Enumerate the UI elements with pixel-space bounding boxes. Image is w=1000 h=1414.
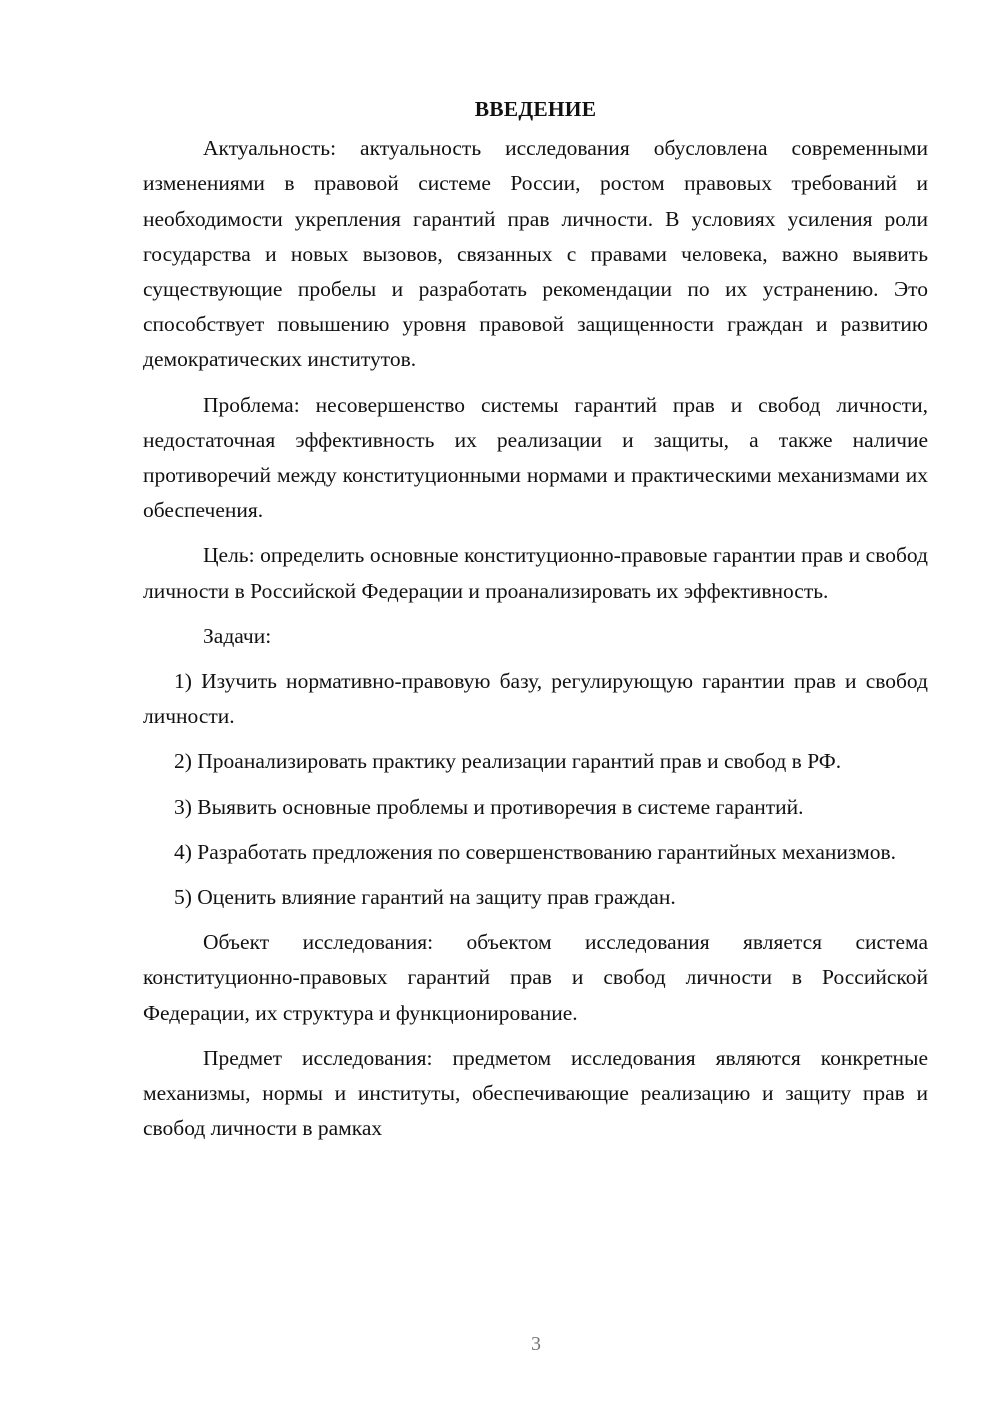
paragraph-tasks-heading: Задачи: — [203, 623, 272, 648]
page-content — [143, 92, 928, 1156]
page-number: 3 — [531, 1333, 541, 1355]
paragraph-subject: Предмет исследования: предметом исследования являются конкретные механизмы, нормы и институты, обеспечивающие реализацию и защиту прав и свобод личности в рамках — [143, 1045, 928, 1141]
section-title: ВВЕДЕНИЕ — [474, 97, 597, 121]
task-item-3: 3) Выявить основные проблемы и противоречия в системе гарантий. — [174, 794, 804, 819]
task-item-2: 2) Проанализировать практику реализации гарантий прав и свобод в РФ. — [174, 749, 842, 774]
paragraph-object: Объект исследования: объектом исследования является система конституционно-правовых гарантий прав и свобод личности в Российской Федерации, их структура и функционирование. — [143, 930, 928, 1025]
task-item-1: 1) Изучить нормативно-правовую базу, регулирующую гарантии прав и свобод личности. — [143, 669, 928, 729]
paragraph-problem: Проблема: несовершенство системы гарантий прав и свобод личности, недостаточная эффективность их реализации и защиты, а также наличие противоречий между конституционными нормами и практическими механизмами их обеспечения. — [143, 392, 928, 523]
task-item-4: 4) Разработать предложения по совершенствованию гарантийных механизмов. — [174, 839, 896, 864]
paragraph-relevance: Актуальность: актуальность исследования обусловлена современными изменениями в правовой системе России, ростом правовых требований и необходимости укрепления гарантий прав личности. В условиях усиления роли государства и новых вызовов, связанных с правами человека, важно выявить существующие пробелы и разработать рекомендации по их устранению. Это способствует повышению уровня правовой защищенности граждан и развитию демократических институтов. — [143, 136, 928, 372]
task-item-5: 5) Оценить влияние гарантий на защиту прав граждан. — [174, 885, 676, 910]
paragraph-goal: Цель: определить основные конституционно-правовые гарантии прав и свобод личности в Российской Федерации и проанализировать их эффективность. — [143, 543, 928, 603]
